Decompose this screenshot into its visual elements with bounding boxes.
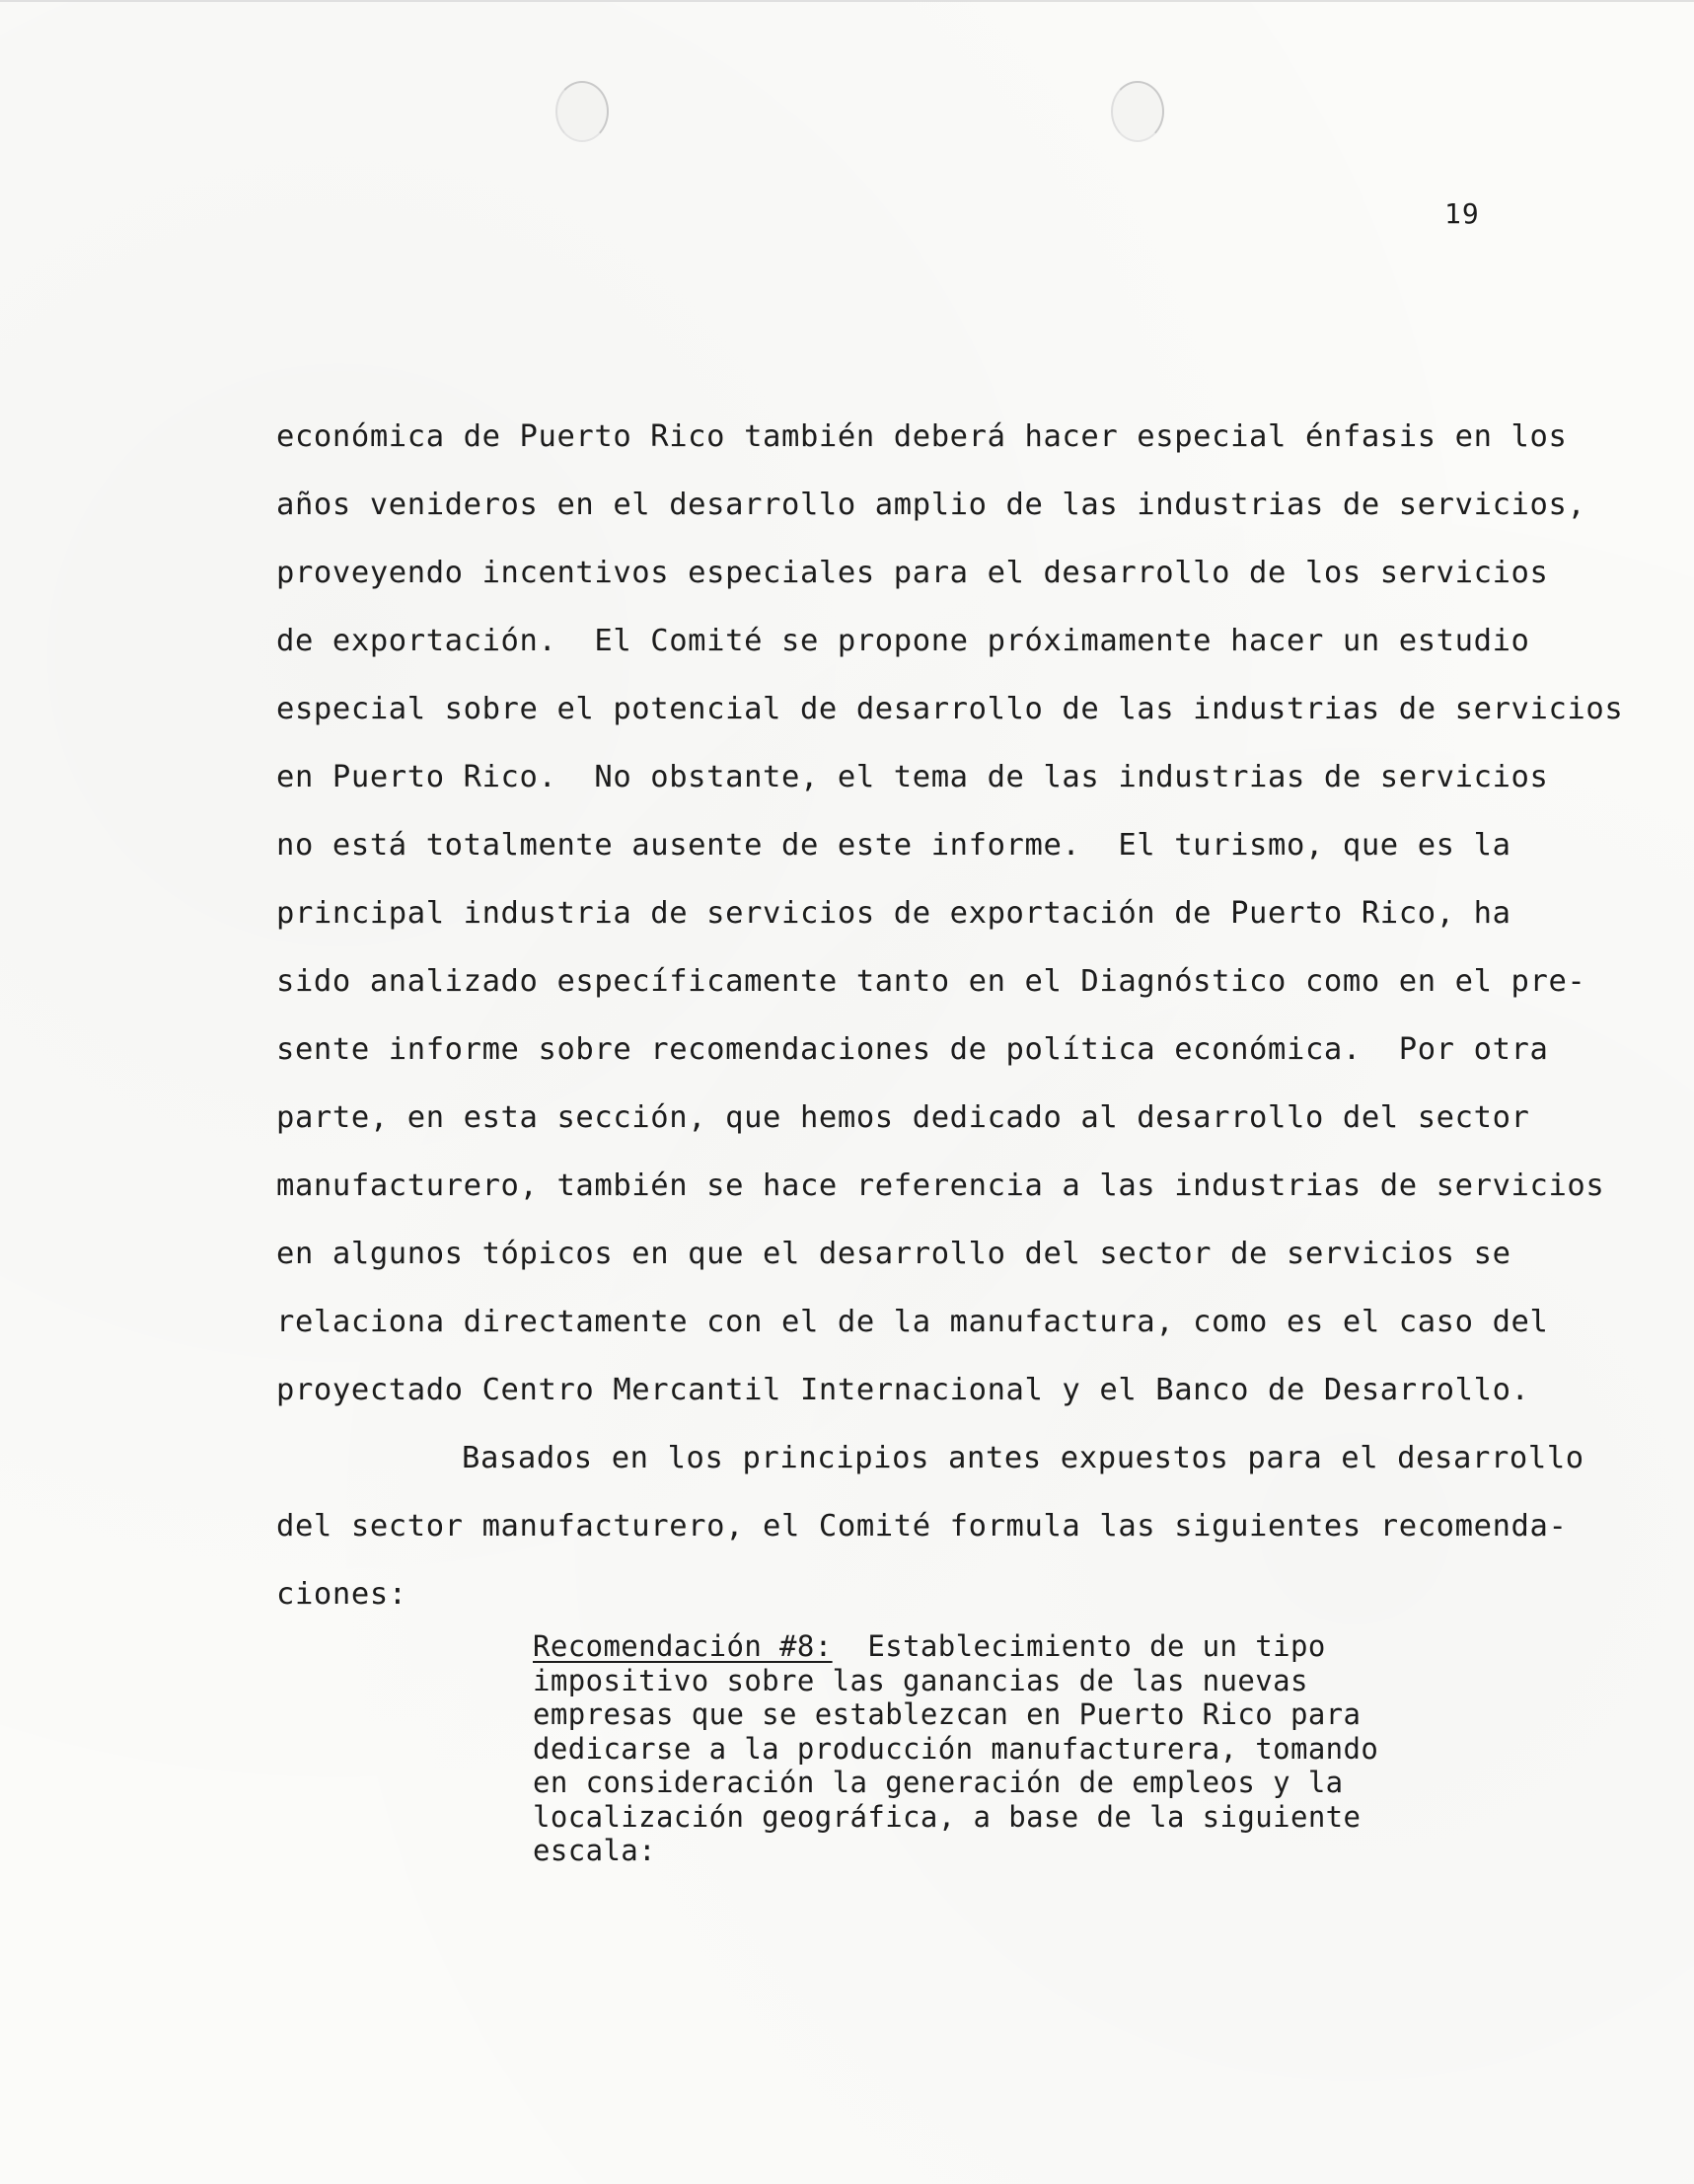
recommendation-first-line-text: Establecimiento de un tipo — [832, 1629, 1326, 1663]
body-line: sente informe sobre recomendaciones de política económica. Por otra — [276, 1032, 1549, 1067]
body-line: manufacturero, también se hace referencia a las industrias de servicios — [276, 1168, 1605, 1203]
body-line: no está totalmente ausente de este informe. El turismo, que es la — [276, 828, 1511, 863]
body-line: principal industria de servicios de exportación de Puerto Rico, ha — [276, 896, 1511, 931]
punch-hole-left — [555, 81, 609, 142]
body-line: en algunos tópicos en que el desarrollo del sector de servicios se — [276, 1237, 1511, 1271]
recommendation-line: en consideración la generación de empleos y la — [533, 1766, 1344, 1799]
recommendation-line: impositivo sobre las ganancias de las nuevas — [533, 1663, 1308, 1697]
recommendation-title: Recomendación #8: — [533, 1629, 833, 1663]
punch-hole-right — [1111, 81, 1164, 142]
paragraph-indented-line: Basados en los principios antes expuestos para el desarrollo — [462, 1441, 1584, 1475]
body-line: ciones: — [276, 1577, 407, 1612]
body-line: en Puerto Rico. No obstante, el tema de las industrias de servicios — [276, 760, 1549, 794]
page-number: 19 — [1444, 197, 1480, 230]
recommendation-line: dedicarse a la producción manufacturera, tomando — [533, 1731, 1379, 1766]
body-line: sido analizado específicamente tanto en el Diagnóstico como en el pre- — [276, 964, 1586, 999]
recommendation-block — [533, 1629, 1421, 1868]
recommendation-line: localización geográfica, a base de la siguiente — [533, 1799, 1362, 1834]
body-line: años venideros en el desarrollo amplio de las industrias de servicios, — [276, 488, 1586, 522]
body-line: relaciona directamente con el de la manufactura, como es el caso del — [276, 1305, 1549, 1339]
scan-top-edge — [0, 0, 1694, 2]
body-line: especial sobre el potencial de desarrollo de las industrias de servicios — [276, 692, 1624, 726]
recommendation-line: empresas que se establezcan en Puerto Rico para — [533, 1697, 1362, 1731]
body-line: parte, en esta sección, que hemos dedicado al desarrollo del sector — [276, 1100, 1530, 1135]
body-text — [276, 403, 1624, 1628]
recommendation-first-line — [533, 1629, 1421, 1664]
body-line: proyectado Centro Mercantil Internacional y el Banco de Desarrollo. — [276, 1373, 1530, 1407]
body-line: económica de Puerto Rico también deberá hacer especial énfasis en los — [276, 419, 1568, 454]
body-line: de exportación. El Comité se propone próximamente hacer un estudio — [276, 624, 1530, 658]
body-line: proveyendo incentivos especiales para el desarrollo de los servicios — [276, 556, 1549, 590]
body-line: del sector manufacturero, el Comité formula las siguientes recomenda- — [276, 1509, 1568, 1544]
recommendation-line: escala: — [533, 1834, 657, 1867]
